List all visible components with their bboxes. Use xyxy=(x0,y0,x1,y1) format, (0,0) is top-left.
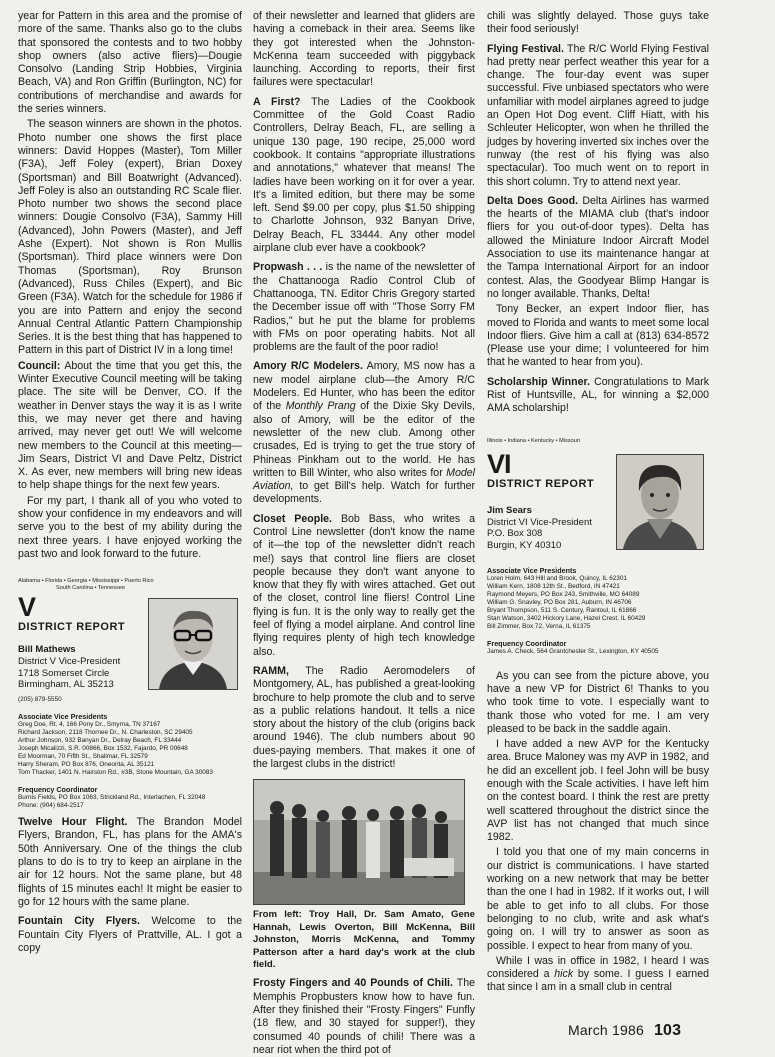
paragraph-text: About the time that you get this, the Winter Executive Council meeting will be taking place. The site will be Denver, CO. If the weather in Denver stays the way it is as I write this, we may never get there and having arrived, may never get out! We will welcome new members to the Council at this meeting—Jim Sears, District VI and Dave Peltz, District X. As ever, new members will bring new ideas to help shape things for the next few years. xyxy=(18,359,242,492)
district-numeral: V xyxy=(18,592,36,623)
portrait-illustration xyxy=(149,599,237,689)
page-number: 103 xyxy=(653,1022,682,1039)
issue-date: March 1986 xyxy=(568,1022,644,1038)
section-heading: Amory R/C Modelers. xyxy=(253,360,363,373)
paragraph-text: is the name of the newsletter of the Chattanooga Radio Control Club of Chattanooga, TN. Editor Chris Gregory started the December issue off with "Those Sorry FM Radios," but he put the blame for problems with FMs on poor operating habits. Not all problems are the fault of the poor radio! xyxy=(253,261,475,354)
column-3 xyxy=(487,10,709,995)
article-paragraph: I told you that one of my main concerns in our district is communications. I have started working on a new network that may be better than the one I had in 1982. If it works out, I will be able to get info to all clubs. For those belonging to no club, write and ask what's going on. I will try to answer as soon as possible. I expect to hear from many of you. xyxy=(487,846,709,952)
section-heading: A First? xyxy=(253,95,301,108)
associate-vp: William G. Snavley, PO Box 281, Auburn, IN 46706 xyxy=(487,598,632,606)
vp-name: Jim Sears xyxy=(487,504,532,516)
section-heading: Council: xyxy=(18,359,61,372)
vp-phone: (205) 879-5550 xyxy=(18,696,62,704)
vp-address: Birmingham, AL 35213 xyxy=(18,679,114,691)
vp-name: Bill Mathews xyxy=(18,644,76,656)
article-paragraph xyxy=(18,915,242,955)
states-line: Alabama • Florida • Georgia • Mississippi • Puerto Rico xyxy=(18,578,154,585)
associate-vp: Bill Zimmer, Box 72, Verna, IL 61375 xyxy=(487,622,591,630)
frequency-coordinator-heading: Frequency Coordinator xyxy=(18,785,98,795)
article-paragraph: For my part, I thank all of you who voted to show your confidence in my endeavors and will serve you to the best of my ability during the next three years. I have enjoyed working the past two and look forward to the future. xyxy=(18,494,242,560)
associate-vps-list xyxy=(18,721,242,777)
article-paragraph: year for Pattern in this area and the promise of more of the same. Thanks also go to the clubs that sponsored the contests and to two hobby shop owners (also active fliers)—Dougie Consolvo (Landing Strip Hobbies, Virginia Beach, VA) and Ron Griffin (Burlington, NC) for contributions of merchandise and awards for the series winners. xyxy=(18,10,242,116)
paragraph-text: Congratulations to Mark Rist of Huntsville, AL, for winning a $2,000 AMA scholarship! xyxy=(487,375,709,415)
article-paragraph: chili was slightly delayed. Those guys take their food seriously! xyxy=(487,10,709,36)
paragraph-text: Welcome to the Fountain City Flyers of Prattville, AL. I got a copy xyxy=(18,915,242,954)
district-states: Illinois • Indiana • Kentucky • Missouri xyxy=(487,437,580,444)
vp-address: P.O. Box 308 xyxy=(487,528,543,540)
article-paragraph xyxy=(253,360,475,506)
article-paragraph xyxy=(253,513,475,659)
vp-title: District V Vice-President xyxy=(18,656,121,668)
paragraph-text: While I was in office in 1982, I heard I was considered a xyxy=(487,954,709,981)
article-paragraph: Tony Becker, an expert Indoor flier, has moved to Florida and wants to meet some local Indoor fliers. Give him a call at (813) 634-8572 (Please use your dime; I volunteered for him that he wanted to hear from you). xyxy=(487,303,709,369)
district-numeral: VI xyxy=(487,448,511,479)
paragraph-text: The Ladies of the Cookbook Committee of the Gold Coast Radio Controllers, Delray Beach, FL, are selling a unique 130 page, 190 recipe, 25,000 word cookbook. It contains "appropriate illustrations and annotations," whatever that means! The ladies have been working on it for over a year. It's a limited edition, but there may be some left. Send $9.00 per copy, plus $1.50 shipping to Charlotte Johnson, 932 Banyan Drive, Delray Beach, FL 33444. Any other model airplane club ever have a cookbook? xyxy=(253,95,475,255)
section-heading: Scholarship Winner. xyxy=(487,375,590,388)
district-report-title: DISTRICT REPORT xyxy=(18,621,126,634)
paragraph-text: Delta Airlines has warmed the hearts of the MIAMA club (that's indoor fliers for you out-of-door types). Delta has allowed the Miniature Indoor Aircraft Model Association to use its maintenance hangar at the Tampa International Airport for an indoor contest. Alas, the Goodyear Blimp Hangar is no longer available. Thanks, Delta! xyxy=(487,194,709,300)
section-heading: Flying Festival. xyxy=(487,42,564,55)
paragraph-text: Bob Bass, who writes a Control Line newsletter (don't know the name of it—the top of the newsletter didn't reach me!) says that control line fliers are closet people because they don't want anyone to know that they fly with wires attached. Get out of the closet, control line fliers! Control Line flying is fun. It is the only way to really get the feel of flying a model airplane. And control line flying requires plenty of high tech knowledge also. xyxy=(253,512,476,658)
frequency-coordinator xyxy=(18,794,242,810)
portrait-illustration xyxy=(617,455,703,549)
vp-title: District VI Vice-President xyxy=(487,516,592,528)
column-1 xyxy=(18,10,242,955)
paragraph-text: Amory, MS now has a new model airplane club—the Amory R/C Modelers. Ed Hunter, who has been the editor of the xyxy=(253,360,476,413)
article-paragraph: As you can see from the picture above, you have a new VP for District 6! Thanks to you who took time to vote. I especially want to thank those who voted for me. I am very pleased to be back in the saddle again. xyxy=(487,669,709,735)
associate-vp: Arthur Johnson, 932 Banyan Dr., Delray Beach, FL 33444 xyxy=(18,737,182,745)
paragraph-text: by some. I guess I earned that since I am in a small club in central xyxy=(487,968,709,994)
associate-vp: Harry Sheram, PO Box 876, Oneonta, AL 35121 xyxy=(18,761,155,769)
paragraph-text: The Radio Aeromodelers of Montgomery, AL, has published a great-looking brochure to help promote the club and to serve as a public relations handout. It tells a nice story about the history of the club (origins back around 1946). The club numbers about 90 dues-paying members. That makes it one of the largest clubs in the district! xyxy=(253,664,475,771)
associate-vp: Stan Watson, 3402 Hickory Lane, Hazel Crest, IL 60429 xyxy=(487,614,646,622)
district-states xyxy=(18,578,242,592)
vp-portrait-photo xyxy=(616,454,704,550)
associate-vp: Tom Thacker, 1401 N. Hairston Rd., #3B, Stone Mountain, GA 30083 xyxy=(18,769,213,777)
club-group-photo xyxy=(253,779,465,905)
associate-vp: William Kern, 1808 12th St., Bedford, IN 47421 xyxy=(487,582,620,590)
frequency-coordinator-address: Burnis Fields, PO Box 1063, Strickland Rd., Interlachen, FL 32048 xyxy=(18,794,206,802)
publication-title: Model Aviation, xyxy=(253,466,475,493)
associate-vp: Greg Doe, Rt. 4, 166 Pony Dr., Smyrna, TN 37167 xyxy=(18,721,161,729)
section-heading: Delta Does Good. xyxy=(487,194,579,207)
states-line: South Carolina • Tennessee xyxy=(56,585,126,592)
paragraph-text: The Brandon Model Flyers, Brandon, FL, has plans for the AMA's 50th Anniversary. One of the things the club plans to do is to try to keep an airplane in the air for 12 hours. Not the same plane, but 48 flights of 15 minutes each! It might be easier to go for 12 hours with the same plane. xyxy=(18,816,242,908)
emphasis-word: hick xyxy=(554,968,574,981)
associate-vps-heading: Associate Vice Presidents xyxy=(487,565,577,575)
article-paragraph xyxy=(18,360,242,493)
associate-vp: Richard Jackson, 2118 Thornee Dr., N. Charleston, SC 29405 xyxy=(18,729,193,737)
article-paragraph xyxy=(487,43,709,189)
district-vi-header xyxy=(487,438,709,562)
article-paragraph xyxy=(487,195,709,301)
article-paragraph: of their newsletter and learned that gliders are having a comeback in their area. Seems like they got interested when the Johnston-McKenna team succeeded with piggyback launching. According to reports, their first failures were spectacular! xyxy=(253,10,475,89)
associate-vp: Loren Holm, 643 Hill and Brook, Quincy, IL 62301 xyxy=(487,574,627,582)
associate-vps-heading: Associate Vice Presidents xyxy=(18,712,108,722)
frequency-coordinator-heading: Frequency Coordinator xyxy=(487,638,567,648)
publication-title: Monthly Prang xyxy=(285,400,356,413)
article-paragraph xyxy=(253,96,475,256)
vp-portrait-photo xyxy=(148,598,238,690)
frequency-coordinator: James A. Check, 564 Grantchester St., Lexington, KY 40505 xyxy=(487,647,659,655)
vp-address: Burgin, KY 40310 xyxy=(487,539,562,551)
group-photo-illustration xyxy=(254,780,464,904)
article-paragraph xyxy=(253,977,475,1057)
section-heading: Closet People. xyxy=(253,512,332,525)
section-heading: RAMM, xyxy=(253,664,289,677)
section-heading: Fountain City Flyers. xyxy=(18,915,140,928)
section-heading: Twelve Hour Flight. xyxy=(18,816,128,829)
district-report-title: DISTRICT REPORT xyxy=(487,477,595,490)
article-paragraph xyxy=(253,261,475,354)
associate-vps-list xyxy=(487,575,709,631)
paragraph-text: The Memphis Propbusters know how to have fun. After they finished their "Frosty Fingers" Funfly (18 flew, and 30 stayed for supper!), they consumed 40 pounds of chili! There was a near riot when the third pot of xyxy=(253,977,475,1056)
article-paragraph: I have added a new AVP for the Kentucky area. Bruce Maloney was my AVP in 1982, and he did an excellent job. I feel John will be busy enough with the Scale activities. I have left him on the contest board. I think the rest are pretty well scattered throughout the district since the AVP list has not changed that much since 1982. xyxy=(487,738,709,844)
photo-caption: From left: Troy Hall, Dr. Sam Amato, Gene Hannah, Lewis Overton, Bill McKenna, Bill Johnston, Morris McKenna, and Tommy Patterson after a hard day's work at the club field. xyxy=(253,909,475,970)
associate-vp: Bryant Thompson, 511 S. Century, Rantoul, IL 61866 xyxy=(487,606,637,614)
associate-vp: Joseph Micalizzi, S.R. 00866, Box 1532, Fajardo, PR 00648 xyxy=(18,745,188,753)
article-paragraph xyxy=(18,816,242,909)
article-paragraph: The season winners are shown in the photos. Photo number one shows the first place winners: David Hoppes (Master), Tom Miller (F3A), Jeff Foley (expert), Brian Doxey (Sportsman) and Bill Boatwright (Advanced). Jeff Foley is also an outstanding RC Scale flier. Photo number two shows the second place winners: Dougie Consolvo (F3A), Sammy Hill (Advanced), John Powers (Master), and Jeff Ashe (Expert). Not shown is Ron Mullis (Sportsman). Third place winners were Don Thomas (Sportsman), Roy Brunson (Advanced), Russ Chiles (Expert), and Bic Green (F3A). Watch for the schedule for 1986 if you are into Pattern and enjoy the second Annual Central Atlantic Pattern Championship Series. It is the best thing that has happened to Pattern in this part of District IV in a long time! xyxy=(18,118,242,357)
section-heading: Frosty Fingers and 40 Pounds of Chili. xyxy=(253,977,453,990)
vp-address: 1718 Somerset Circle xyxy=(18,667,110,679)
paragraph-text: of the Dixie Sky Devils, also of Amory, will be the editor of the newsletter of the new club. Among other crusades, Ed is trying to get the true story of Phineas Pinkham out to the world. He has written to Bill Winter, who also writes for xyxy=(253,400,475,479)
article-paragraph xyxy=(487,955,709,995)
paragraph-text: The R/C World Flying Festival had pretty near perfect weather this year for a change. The four-day event was super successful. Five unbiased spectators who were unfamiliar with model airplanes agreed to judge an Open Hot Dog event. Cliff Hiatt, with his Schleuter Helicopter, won when he thrilled the judges by hovering inverted six inches over the runway (the rest of his flying was also spectacular). Too much went on to report in this short column. Try to attend next year. xyxy=(487,42,710,188)
article-paragraph xyxy=(487,376,709,416)
page-footer xyxy=(568,1022,681,1040)
column-2 xyxy=(253,10,475,1057)
paragraph-text: to get Bill's help. Watch for further developments. xyxy=(253,480,475,506)
article-paragraph xyxy=(253,665,475,771)
district-v-header xyxy=(18,578,242,694)
associate-vp: Raymond Meyers, PO Box 243, Smithville, MO 64089 xyxy=(487,590,640,598)
frequency-coordinator-phone: Phone: (904) 684-2517 xyxy=(18,802,84,810)
section-heading: Propwash . . . xyxy=(253,261,323,274)
associate-vp: Ed Moorman, 70 Fifth St., Shalimar, FL 32579 xyxy=(18,753,148,761)
